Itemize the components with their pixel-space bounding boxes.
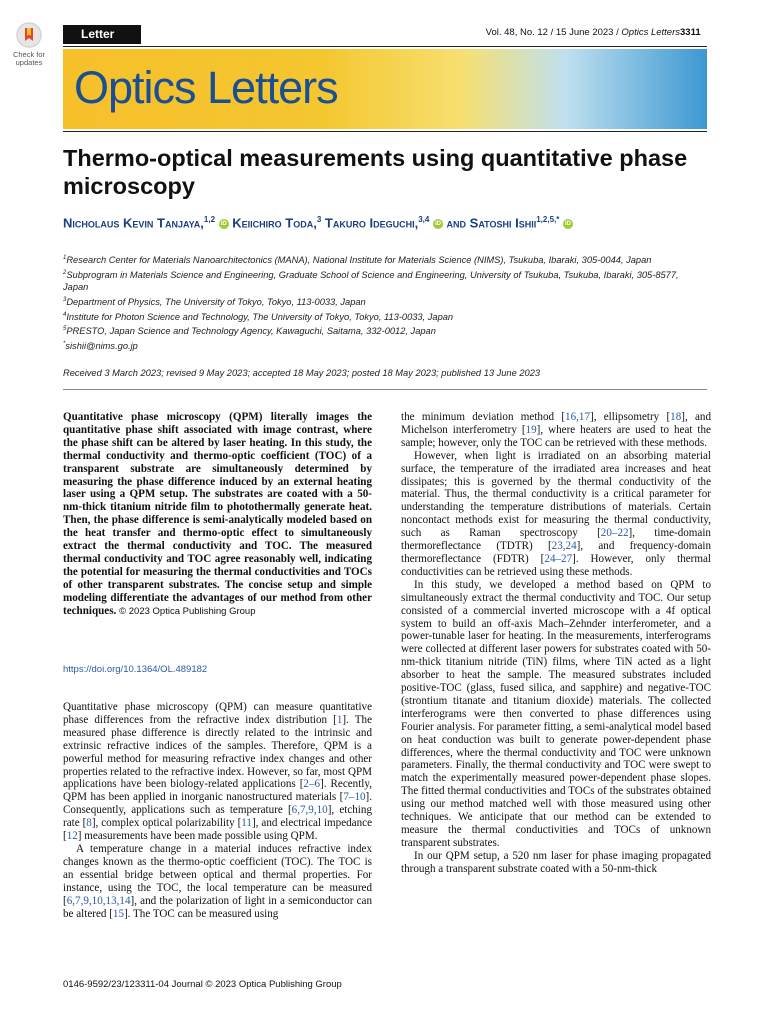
article-title: Thermo-optical measurements using quantitative phase microscopy (63, 145, 688, 199)
abstract-text: Quantitative phase microscopy (QPM) literally images the quantitative phase shift associated with image contrast, where the phase shift can be altered by laser heating. In this study, the thermal conductivity and thermo-optic coefficient (TOC) of a transparent substrate are simultaneously determined by measuring the phase difference induced by an external heating laser using a QPM setup. The substrates are coated with a 50-nm-thick titanium nitride film to photothermally generate heat. Then, the phase difference is semi-analytically modeled based on the heat transfer and thermo-optic effect to simultaneously extract the thermal conductivity and TOC. The measured thermal conductivity and TOC agree reasonably well, indicating the potential for measuring the thermal conductivities and TOCs of other transparent substrates. The concise setup and simple modeling differentiate the advantages of our method from other techniques. (63, 411, 372, 617)
copyright-notice: © 2023 Optica Publishing Group (119, 605, 256, 617)
abstract (63, 411, 372, 619)
paragraph: the minimum deviation method [16,17], ellipsometry [18], and Michelson interferometry [19], where heaters are used to heat the sample; however, only the TOC can be retrieved with these methods. (401, 411, 712, 449)
paragraph: In our QPM setup, a 520 nm laser for phase imaging propagated through a transparent substrate coated with a 50-nm-thick (401, 849, 711, 875)
doi-link[interactable]: https://doi.org/10.1364/OL.489182 (63, 664, 208, 675)
left-column-body (63, 701, 372, 920)
paragraph: In this study, we developed a method based on QPM to simultaneously extract the thermal conductivity and TOC. Our setup consisted of a commercial inverted microscope with a 4f optical system to build an off-axis Mach–Zehnder interferometer, and a power-tunable laser for heating. In the measurements, interferograms were collected at different laser powers for substrates coated with 50-nm-thick titanium nitride (TiN) films, where TiN acted as a light absorber to heat the sample. The measured substrates included positive-TOC (glass, fused silica, and sapphire) and negative-TOC (strontium titanate and titanium dioxide) materials. The collected interferograms were then converted to phase differences using Fourier analysis. For parameter fitting, a semi-analytical model based on heat conduction was built to generate power-dependent phase differences, where the thermal conductivity and TOC were unknown parameters. Finally, the thermal conductivity and TOC were swept to match the experimentally measured power-dependent phase slopes. The fitted thermal conductivities and TOCs of the substrates obtained using our method matched well with those measured using other techniques. We anticipate that our method can be extended to measure the thermal conductivities and TOCs of unknown transparent substrates. (401, 578, 711, 849)
badge-line-1: Check for (12, 50, 46, 59)
volume-text: Vol. 48, No. 12 / 15 June 2023 / (485, 27, 622, 38)
paragraph: However, when light is irradiated on an absorbing material surface, the temperature of the irradiated area increases and heat dissipates; this is governed by the thermal conductivity of the material. Thus, the thermal conductivity is a critical parameter for understanding the temperature distributions of materials. Certain noncontact methods exist for measuring the thermal conductivity, such as Raman spectroscopy [20–22], time-domain thermoreflectance (TDTR) [23,24], and frequency-domain thermoreflectance (FDTR) [24–27]. However, only thermal conductivities can be retrieved using these methods. (401, 449, 711, 578)
right-column-body (401, 411, 711, 876)
banner-rule (63, 131, 707, 132)
received-dates: Received 3 March 2023; revised 9 May 2023; accepted 18 May 2023; posted 18 May 2023; published 13 June 2023 (63, 368, 541, 378)
footer-issn: 0146-9592/23/123311-04 Journal © 2023 Optica Publishing Group (63, 979, 342, 990)
badge-line-2: updates (15, 58, 43, 67)
journal-name-italic: Optics Letters (621, 27, 680, 38)
paragraph: Quantitative phase microscopy (QPM) can measure quantitative phase differences from the refractive index distribution [1]. The measured phase difference is directly related to the intrinsic and extrinsic refractive indices of the samples. Therefore, QPM is a powerful method for measuring refractive index changes and other properties related to the refractive index. However, so far, most QPM applications have been biology-related applications [2–6]. Recently, QPM has been applied in inorganic nanostructured materials [7–10]. Consequently, applications such as temperature [6,7,9,10], etching rate [8], complex optical polarizability [11], and electrical impedance [12] measurements have been made possible using QPM. (63, 701, 372, 843)
bookmark-icon (16, 22, 42, 48)
article-type-tab: Letter (63, 25, 141, 44)
author-list[interactable]: Nicholaus Kevin Tanjaya,$^{1,2}$ iD Keiichiro Toda,$^3$ Takuro Ideguchi,$^{3,4}$ iD and Satoshi Ishii$^{1,2,5,*}$ iD (63, 215, 571, 231)
journal-title: Optics Letters (74, 62, 338, 113)
affiliations: $^1$Research Center for Materials Nanoarchitectonics (MANA), National Institute for Materials Science (NIMS), Tsukuba, Ibaraki, 305-0044, Japan $^2$Subprogram in Materials Science and Engineering, Graduate School of Science and Engineering, University of Tsukuba, Tsukuba, Ibaraki, 305-8577, Japan $^3$Department of Physics, The University of Tokyo, Tokyo, 113-0033, Japan $^4$Institute for Photon Science and Technology, The University of Tokyo, Tokyo, 113-0033, Japan $^5$PRESTO, Japan Science and Technology Agency, Kawaguchi, Saitama, 332-0012, Japan *sishii@nims.go.jp (63, 255, 679, 352)
paragraph: A temperature change in a material induces refractive index changes known as the thermo-optic coefficient (TOC). The TOC is an essential bridge between optical and thermal properties. For instance, using the TOC, the local temperature can be measured [6,7,9,10,13,14], and the polarization of light in a semiconductor can be altered [15]. The TOC can be measured using (63, 842, 372, 920)
page-number: 3311 (680, 27, 701, 38)
volume-info (486, 27, 680, 38)
check-for-updates-badge[interactable] (10, 22, 48, 67)
section-divider (63, 389, 707, 390)
